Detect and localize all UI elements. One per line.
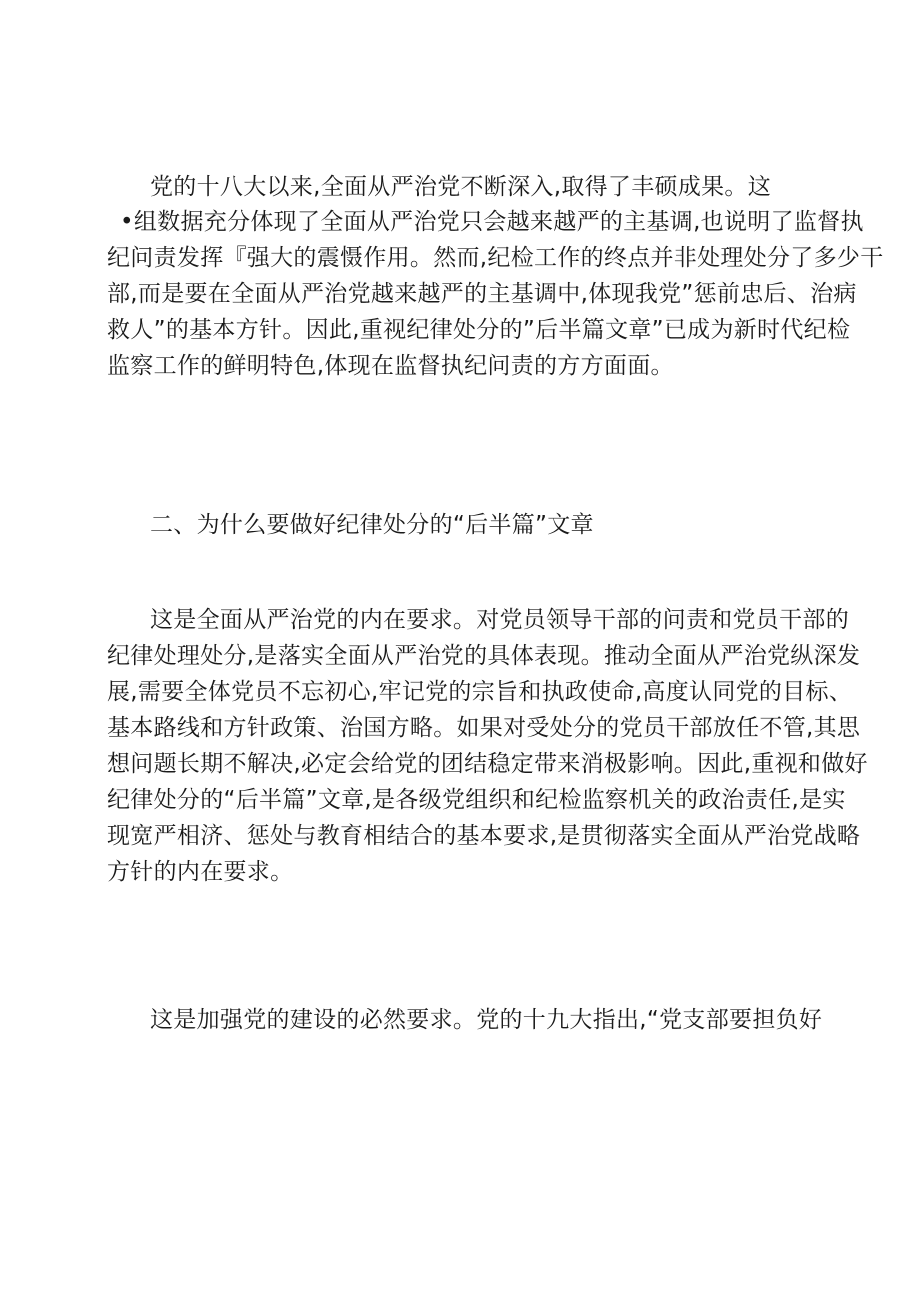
section-heading: 二、为什么要做好纪律处分的“后半篇”文章 [150, 512, 594, 538]
paragraph-1-line-2: •组数据充分体现了全面从严治党只会越来越严的主基调,也说明了监督执 [120, 209, 864, 235]
paragraph-1-line-4: 部,而是要在全面从严治党越来越严的主基调中,体现我党”惩前忠后、治病 [107, 281, 857, 307]
paragraph-1-line-6: 监察工作的鲜明特色,体现在监督执纪问责的方方面面。 [107, 353, 674, 379]
paragraph-2-line-8: 方针的内在要求。 [107, 859, 294, 885]
paragraph-1-line-1: 党的十八大以来,全面从严治党不断深入,取得了丰硕成果。这 [150, 174, 772, 200]
paragraph-2-line-5: 想问题长期不解决,必定会给党的团结稳定带来消极影响。因此,重视和做好 [107, 751, 868, 777]
paragraph-2-line-4: 基本路线和方针政策、治国方略。如果对受处分的党员干部放任不管,其思 [107, 715, 861, 741]
paragraph-2-line-2: 纪律处理处分,是落实全面从严治党的具体表现。推动全面从严治党纵深发 [107, 643, 861, 669]
paragraph-1-line-5: 救人”的基本方针。因此,重视纪律处分的”后半篇文章”已成为新时代纪检 [107, 317, 851, 343]
paragraph-3-line-1: 这是加强党的建设的必然要求。党的十九大指出,“党支部要担负好 [150, 1007, 823, 1033]
paragraph-2-line-7: 现宽严相济、惩处与教育相结合的基本要求,是贯彻落实全面从严治党战略 [107, 823, 861, 849]
paragraph-2-line-1: 这是全面从严治党的内在要求。对党员领导干部的问责和党员干部的 [150, 607, 849, 633]
paragraph-2-line-3: 展,需要全体党员不忘初心,牢记党的宗旨和执政使命,高度认同党的目标、 [107, 679, 853, 705]
paragraph-1-line-3: 纪问责发挥『强大的震慑作用。然而,纪检工作的终点并非处理处分了多少干 [107, 245, 884, 271]
paragraph-2-line-6: 纪律处分的“后半篇”文章,是各级党组织和纪检监察机关的政治责任,是实 [107, 787, 846, 813]
